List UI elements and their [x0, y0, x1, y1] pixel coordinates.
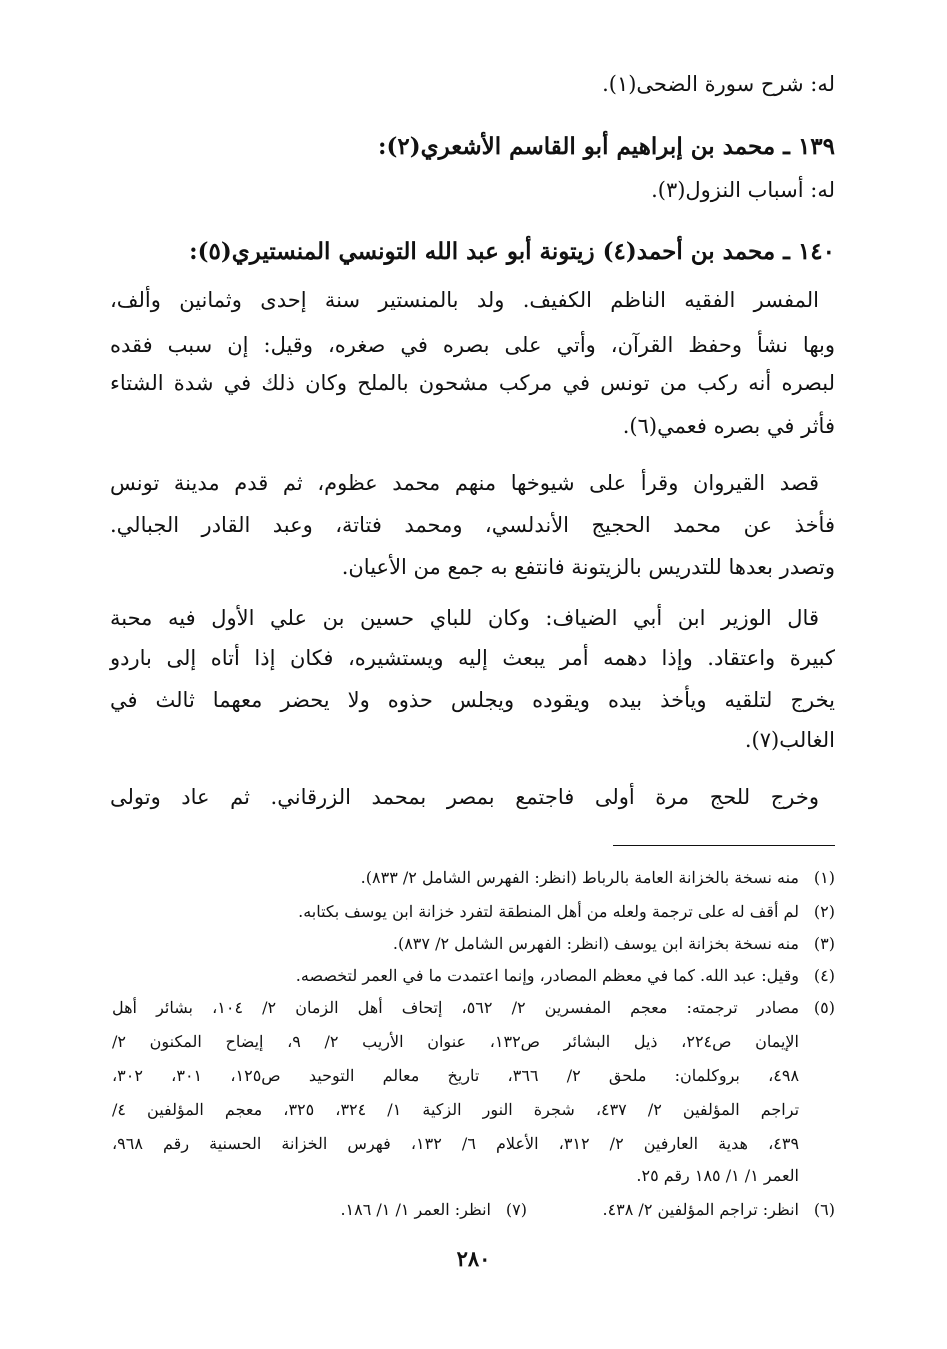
paragraph-3-line-3: يخرج لتلقيه ويأخذ بيده ويقوده ويجلس حذوه ولا يحضر معهما ثالث في — [110, 688, 835, 712]
footnote-5-line-6: العمر ١/ ١/ ١٨٥ رقم ٢٥. — [636, 1166, 799, 1185]
footnote-1 — [361, 868, 835, 887]
footnote-4 — [296, 966, 835, 985]
footnote-number: (١) — [813, 868, 835, 887]
paragraph-1-line-1: المفسر الفقيه الناظم الكفيف. ولد بالمنستير سنة إحدى وثمانين وألف، — [110, 288, 819, 312]
footnote-text: لم أقف له على ترجمة ولعله من أهل المنطقة لتفرد خزانة ابن يوسف بكتابه. — [298, 902, 799, 921]
line-l1: له: شرح سورة الضحى(١). — [602, 72, 835, 96]
paragraph-2-line-2: فأخذ عن محمد الحجيج الأندلسي، ومحمد فتاتة، وعبد القادر الجبالي. — [110, 513, 835, 537]
footnote-divider — [613, 845, 835, 846]
footnote-number: (٦) — [813, 1200, 835, 1219]
footnote-5-line-2: الإيمان ص٢٢٤، ذيل البشائر ص١٣٢، عنوان الأريب ٢/ ٩، إيضاح المكنون ٢/ — [112, 1032, 800, 1051]
paragraph-2-line-3: وتصدر بعدها للتدريس بالزيتونة فانتفع به جمع من الأعيان. — [341, 555, 835, 579]
footnote-number: (٥) — [813, 998, 835, 1017]
footnote-5-line-3: ٤٩٨، بروكلمان: ملحق ٢/ ٣٦٦، تاريخ معالم التوحيد ص١٢٥، ٣٠١، ٣٠٢، — [112, 1066, 800, 1085]
footnote-text: منه نسخة بالخزانة العامة بالرباط (انظر: الفهرس الشامل ٢/ ٨٣٣). — [360, 868, 799, 887]
footnote-5-line-5: ٤٣٩، هدية العارفين ٢/ ٣١٢، الأعلام ٦/ ١٣٢، فهرس الخزانة الحسنية رقم ٩٦٨، — [112, 1134, 800, 1153]
footnote-text: منه نسخة بخزانة ابن يوسف (انظر: الفهرس الشامل ٢/ ٨٣٧). — [392, 934, 799, 953]
entry-heading-139: ١٣٩ ـ محمد بن إبراهيم أبو القاسم الأشعري(٢): — [377, 133, 835, 160]
footnote-text: وقيل: عبد الله. كما في معظم المصادر، وإنما اعتمدت ما في العمر لتخصصه. — [295, 966, 799, 985]
paragraph-2-line-1: قصد القيروان وقرأ على شيوخها منهم محمد عظوم، ثم قدم مدينة تونس — [110, 471, 819, 495]
paragraph-3-line-4: الغالب(٧). — [744, 728, 835, 752]
footnote-7 — [340, 1200, 527, 1219]
footnote-3 — [393, 934, 835, 953]
paragraph-3-line-1: قال الوزير ابن أبي الضياف: وكان للباي حسين بن علي الأول فيه محبة — [110, 606, 819, 630]
footnote-number: (٧) — [505, 1200, 527, 1219]
footnote-number: (٣) — [813, 934, 835, 953]
footnote-text: انظر: العمر ١/ ١/ ١٨٦. — [340, 1200, 491, 1219]
footnote-5-line-1: مصادر ترجمته: معجم المفسرين ٢/ ٥٦٢، إتحاف أهل الزمان ٢/ ١٠٤، بشائر أهل — [112, 998, 800, 1017]
paragraph-1-line-4: فأثر في بصره فعمي(٦). — [622, 414, 835, 438]
paragraph-3-line-2: كبيرة واعتقاد. وإذا دهمه أمر يبعث إليه ويستشيره، فكان إذا أتاه إلى باردو — [110, 646, 835, 670]
footnote-text: انظر: تراجم المؤلفين ٢/ ٤٣٨. — [602, 1200, 799, 1219]
footnote-number: (٢) — [813, 902, 835, 921]
paragraph-1-line-2: وبها نشأ وحفظ القرآن، وأتي على بصره في صغره، وقيل: إن سبب فقده — [110, 333, 835, 357]
line-l139: له: أسباب النزول(٣). — [651, 178, 835, 202]
footnote-number: (٤) — [813, 966, 835, 985]
paragraph-4-line-1: وخرج للحج مرة أولى فاجتمع بمصر بمحمد الزرقاني. ثم عاد وتولى — [110, 785, 819, 809]
footnote-6 — [602, 1200, 835, 1219]
page-number: ٢٨٠ — [456, 1246, 491, 1271]
footnote-2 — [298, 902, 835, 921]
footnote-5-number — [799, 998, 835, 1017]
entry-heading-140: ١٤٠ ـ محمد بن أحمد(٤) زيتونة أبو عبد الله التونسي المنستيري(٥): — [189, 238, 835, 265]
paragraph-1-line-3: لبصره أنه ركب من تونس في مركب مشحون بالملح وكان ذلك في شدة الشتاء — [110, 371, 835, 395]
footnote-5-line-4: تراجم المؤلفين ٢/ ٤٣٧، شجرة النور الزكية ١/ ٣٢٤، ٣٢٥، معجم المؤلفين ٤/ — [112, 1100, 800, 1119]
